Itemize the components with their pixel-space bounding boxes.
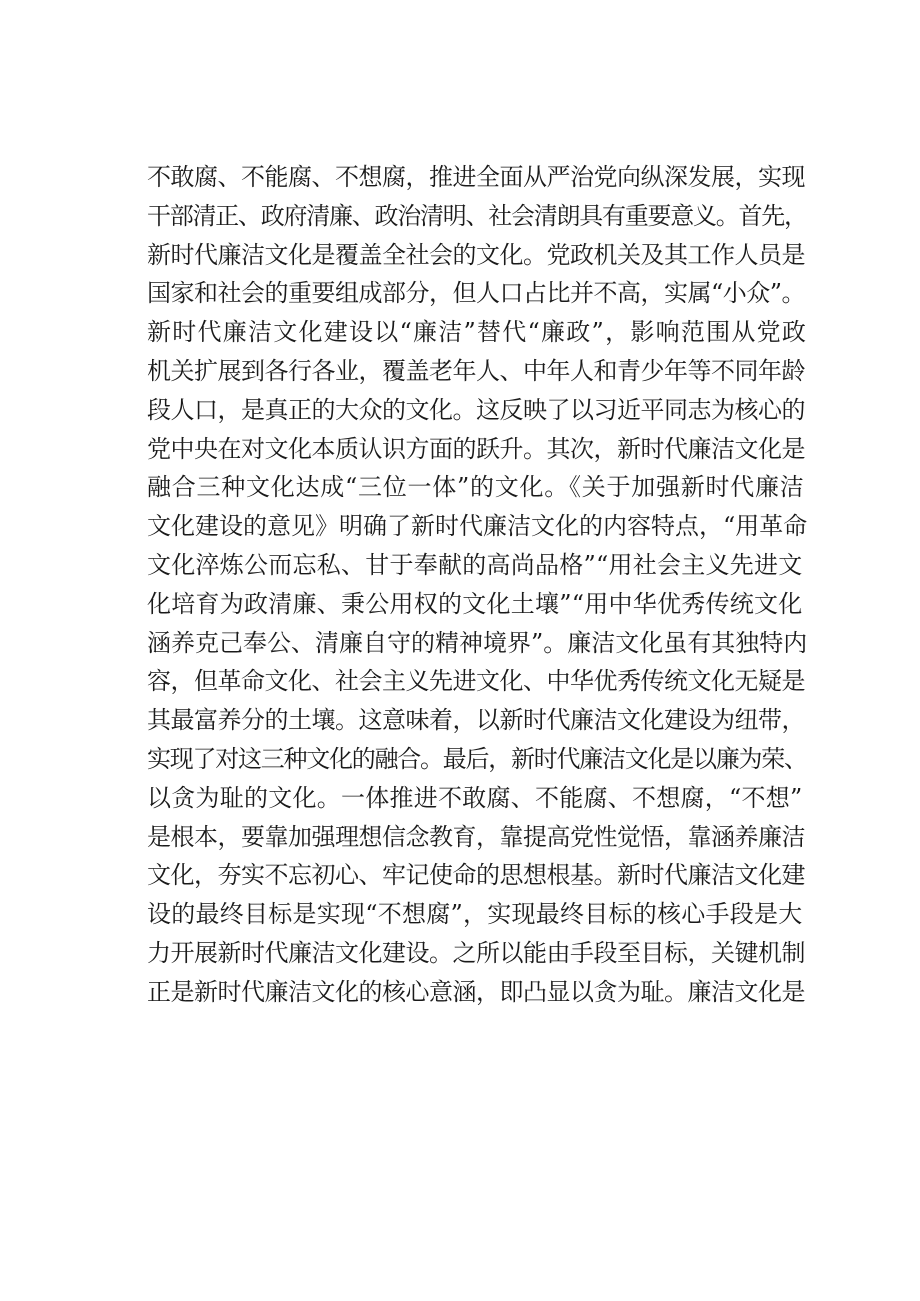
text-line: 容，但革命文化、社会主义先进文化、中华优秀传统文化无疑是: [147, 667, 805, 696]
text-line: 党中央在对文化本质认识方面的跃升。其次，新时代廉洁文化是: [147, 434, 805, 463]
text-line: 化培育为政清廉、秉公用权的文化土壤”“用中华优秀传统文化: [147, 589, 803, 618]
text-line: 不敢腐、不能腐、不想腐，推进全面从严治党向纵深发展，实现: [147, 163, 805, 191]
text-line: 国家和社会的重要组成部分，但人口占比并不高，实属“小众”。: [147, 279, 806, 308]
text-line: 是根本，要靠加强理想信念教育，靠提高党性觉悟，靠涵养廉洁: [147, 822, 805, 851]
text-line: 文化建设的意见》明确了新时代廉洁文化的内容特点，“用革命: [147, 512, 808, 541]
text-line: 新时代廉洁文化建设以“廉洁”替代“廉政”，影响范围从党政: [147, 318, 808, 347]
text-line: 新时代廉洁文化是覆盖全社会的文化。党政机关及其工作人员是: [147, 240, 805, 269]
text-line: 其最富养分的土壤。这意味着，以新时代廉洁文化建设为纽带，: [147, 706, 805, 735]
text-line: 机关扩展到各行各业，覆盖老年人、中年人和青少年等不同年龄: [147, 356, 805, 385]
text-line: 融合三种文化达成“三位一体”的文化。《关于加强新时代廉洁: [147, 473, 805, 502]
text-line: 文化，夯实不忘初心、牢记使命的思想根基。新时代廉洁文化建: [147, 861, 805, 890]
body-paragraph: [147, 158, 807, 1012]
text-line: 设的最终目标是实现“不想腐”，实现最终目标的核心手段是大: [147, 900, 803, 929]
text-line: 文化淬炼公而忘私、甘于奉献的高尚品格”“用社会主义先进文: [147, 550, 803, 579]
text-line: 段人口，是真正的大众的文化。这反映了以习近平同志为核心的: [147, 395, 805, 424]
text-line: 实现了对这三种文化的融合。最后，新时代廉洁文化是以廉为荣、: [147, 744, 807, 773]
text-line: 干部清正、政府清廉、政治清明、社会清朗具有重要意义。首先，: [147, 201, 807, 230]
text-line: 正是新时代廉洁文化的核心意涵，即凸显以贪为耻。廉洁文化是: [147, 977, 805, 1006]
text-line: 以贪为耻的文化。一体推进不敢腐、不能腐、不想腐，“不想”: [147, 783, 803, 812]
text-line: 力开展新时代廉洁文化建设。之所以能由手段至目标，关键机制: [147, 938, 805, 967]
text-line: 涵养克己奉公、清廉自守的精神境界”。廉洁文化虽有其独特内: [147, 628, 808, 657]
